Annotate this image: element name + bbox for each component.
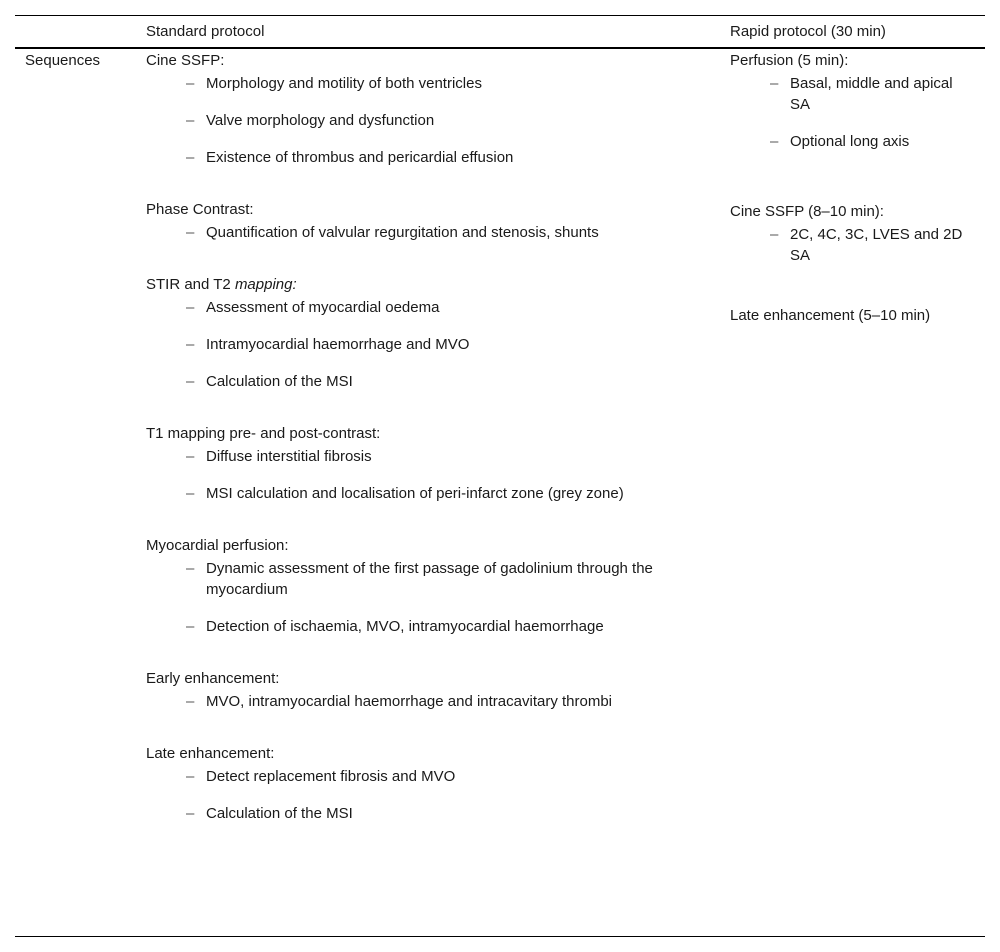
rapid-group [730,307,970,325]
rapid-group [730,203,970,299]
dash-bullet: – [186,75,195,92]
header-rapid-protocol: Rapid protocol (30 min) [730,23,886,40]
list-item: – Valve morphology and dysfunction [186,112,435,129]
dash-bullet: – [186,224,195,241]
list-item: – Quantification of valvular regurgitation and stenosis, shunts [186,224,599,241]
dash-bullet: – [186,448,195,465]
dash-bullet: – [186,149,195,166]
group-title: Early enhancement: [146,670,280,687]
standard-group [146,670,716,712]
table-top-rule [15,15,985,16]
list-item: – Basal, middle and apical SA [770,75,953,113]
dash-bullet: – [186,373,195,390]
table-bottom-rule [15,936,985,937]
dash-bullet: – [770,226,779,243]
dash-bullet: – [186,693,195,710]
standard-group [146,201,716,243]
list-item: – MVO, intramyocardial haemorrhage and intracavitary thrombi [186,693,613,710]
table-header-rule [15,47,985,49]
list-item: – Calculation of the MSI [186,373,353,390]
dash-bullet: – [770,75,779,92]
list-item: – Detection of ischaemia, MVO, intramyocardial haemorrhage [186,618,604,635]
list-item: – Dynamic assessment of the first passage of gadolinium through the myocardium [186,560,653,598]
group-title: Late enhancement (5–10 min) [730,307,931,324]
list-item: – 2C, 4C, 3C, LVES and 2D SA [770,226,963,264]
header-standard-protocol: Standard protocol [146,23,265,40]
dash-bullet: – [186,768,195,785]
dash-bullet: – [186,805,195,822]
standard-group [146,276,716,392]
list-item: – MSI calculation and localisation of peri-infarct zone (grey zone) [186,485,624,502]
rapid-protocol-column [730,52,970,358]
group-title: Perfusion (5 min): [730,52,849,69]
standard-group [146,425,716,504]
list-item: – Intramyocardial haemorrhage and MVO [186,336,470,353]
rapid-group [730,52,970,195]
standard-protocol-column [146,52,716,857]
dash-bullet: – [186,560,195,577]
list-item: – Morphology and motility of both ventricles [186,75,482,92]
dash-bullet: – [770,133,779,150]
standard-group [146,745,716,824]
dash-bullet: – [186,299,195,316]
group-title: Late enhancement: [146,745,275,762]
group-title: Phase Contrast: [146,201,254,218]
group-title: T1 mapping pre- and post-contrast: [146,425,381,442]
list-item: – Diffuse interstitial fibrosis [186,448,372,465]
standard-group [146,52,716,168]
group-title: Myocardial perfusion: [146,537,289,554]
group-title: Cine SSFP (8–10 min): [730,203,884,220]
list-item: – Existence of thrombus and pericardial effusion [186,149,514,166]
dash-bullet: – [186,618,195,635]
list-item: – Calculation of the MSI [186,805,353,822]
row-label-sequences: Sequences [25,52,101,69]
list-item: – Optional long axis [770,133,910,150]
list-item: – Assessment of myocardial oedema [186,299,440,316]
dash-bullet: – [186,336,195,353]
list-item: – Detect replacement fibrosis and MVO [186,768,456,785]
standard-group [146,537,716,637]
group-title: Cine SSFP: [146,52,225,69]
dash-bullet: – [186,112,195,129]
dash-bullet: – [186,485,195,502]
group-title: STIR and T2 mapping: [146,276,297,293]
